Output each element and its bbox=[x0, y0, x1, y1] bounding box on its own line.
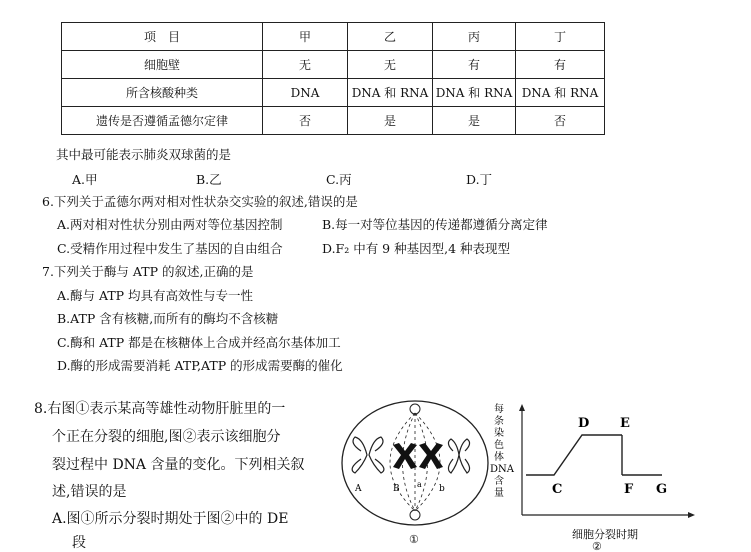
q7-option-a: A.酶与 ATP 均具有高效性与专一性 bbox=[57, 288, 254, 303]
point-label-C: C bbox=[552, 482, 563, 497]
centriole-bottom bbox=[410, 510, 420, 520]
q8-stem-line-1: 8.右图①表示某高等雄性动物肝脏里的一 bbox=[34, 401, 286, 417]
table-cell: 有 bbox=[433, 51, 516, 79]
q5-option-a: A.甲 bbox=[72, 172, 98, 187]
table-header-row bbox=[62, 23, 605, 51]
x-axis-label: 细胞分裂时期 bbox=[572, 528, 638, 541]
q5-stem: 其中最可能表示肺炎双球菌的是 bbox=[56, 147, 232, 162]
table-cell: 丙 bbox=[433, 23, 516, 51]
q5-option-d: D.丁 bbox=[466, 172, 493, 187]
q7-stem: 7.下列关于酶与 ATP 的叙述,正确的是 bbox=[42, 264, 254, 279]
table-cell: 所含核酸种类 bbox=[62, 79, 263, 107]
table-cell: 丁 bbox=[516, 23, 605, 51]
q6-option-b: B.每一对等位基因的传递都遵循分离定律 bbox=[322, 217, 548, 232]
table-cell: 是 bbox=[348, 107, 433, 135]
figure1-caption: ① bbox=[409, 533, 419, 546]
table-cell: 遗传是否遵循孟德尔定律 bbox=[62, 107, 263, 135]
q8-stem-line-2: 个正在分裂的细胞,图②表示该细胞分 bbox=[52, 429, 281, 445]
dna-content-chart bbox=[490, 400, 700, 552]
label-B: B bbox=[393, 484, 400, 494]
q6-option-a: A.两对相对性状分别由两对等位基因控制 bbox=[57, 217, 283, 232]
y-axis-label-text: 每条染色体 DNA 含量 bbox=[490, 404, 514, 499]
q5-option-b: B.乙 bbox=[196, 172, 222, 187]
point-label-F: F bbox=[624, 482, 634, 497]
table-cell: 无 bbox=[263, 51, 348, 79]
label-a: a bbox=[417, 480, 422, 489]
q8-option-a: A.图①所示分裂时期处于图②中的 DE bbox=[52, 511, 289, 527]
figure2-caption: ② bbox=[592, 540, 602, 552]
q5-option-c: C.丙 bbox=[326, 172, 352, 187]
table-cell: 细胞壁 bbox=[62, 51, 263, 79]
q8-option-a-cont: 段 bbox=[72, 535, 86, 551]
table-row bbox=[62, 107, 605, 135]
centriole-top bbox=[410, 404, 420, 414]
table-cell: DNA bbox=[263, 79, 348, 107]
table-cell: 否 bbox=[263, 107, 348, 135]
chromosome-pair-left bbox=[352, 437, 384, 473]
table-cell: 甲 bbox=[263, 23, 348, 51]
q8-stem-line-4: 述,错误的是 bbox=[52, 484, 127, 500]
table-cell: 无 bbox=[348, 51, 433, 79]
label-A: A bbox=[355, 484, 362, 494]
table-cell: 否 bbox=[516, 107, 605, 135]
q6-stem: 6.下列关于孟德尔两对相对性状杂交实验的叙述,错误的是 bbox=[42, 194, 358, 209]
q6-option-d: D.F₂ 中有 9 种基因型,4 种表现型 bbox=[322, 241, 511, 256]
q7-option-d: D.酶的形成需要消耗 ATP,ATP 的形成需要酶的催化 bbox=[57, 358, 343, 373]
series-line bbox=[526, 435, 622, 475]
y-axis-label bbox=[490, 402, 515, 499]
q8-stem-line-3: 裂过程中 DNA 含量的变化。下列相关叙 bbox=[52, 457, 305, 473]
q7-option-b: B.ATP 含有核糖,而所有的酶均不含核糖 bbox=[57, 311, 279, 326]
chromosome-pair-right bbox=[448, 439, 469, 473]
table-row bbox=[62, 79, 605, 107]
table-cell: 是 bbox=[433, 107, 516, 135]
cell-division-figure bbox=[335, 393, 495, 545]
point-label-D: D bbox=[578, 416, 590, 431]
table-cell: 乙 bbox=[348, 23, 433, 51]
x-axis-arrow bbox=[688, 512, 695, 518]
label-b: b bbox=[439, 484, 445, 494]
point-label-E: E bbox=[620, 416, 630, 431]
q7-option-c: C.酶和 ATP 都是在核糖体上合成并经高尔基体加工 bbox=[57, 335, 341, 350]
table-cell: 项 目 bbox=[62, 23, 263, 51]
y-axis-arrow bbox=[519, 404, 525, 411]
q6-option-c: C.受精作用过程中发生了基因的自由组合 bbox=[57, 241, 283, 256]
table-row bbox=[62, 51, 605, 79]
chromosome-pair-middle bbox=[393, 443, 443, 469]
table-cell: DNA 和 RNA bbox=[433, 79, 516, 107]
point-label-G: G bbox=[656, 482, 668, 497]
comparison-table bbox=[61, 22, 605, 135]
table-cell: DNA 和 RNA bbox=[348, 79, 433, 107]
table-cell: DNA 和 RNA bbox=[516, 79, 605, 107]
table-cell: 有 bbox=[516, 51, 605, 79]
